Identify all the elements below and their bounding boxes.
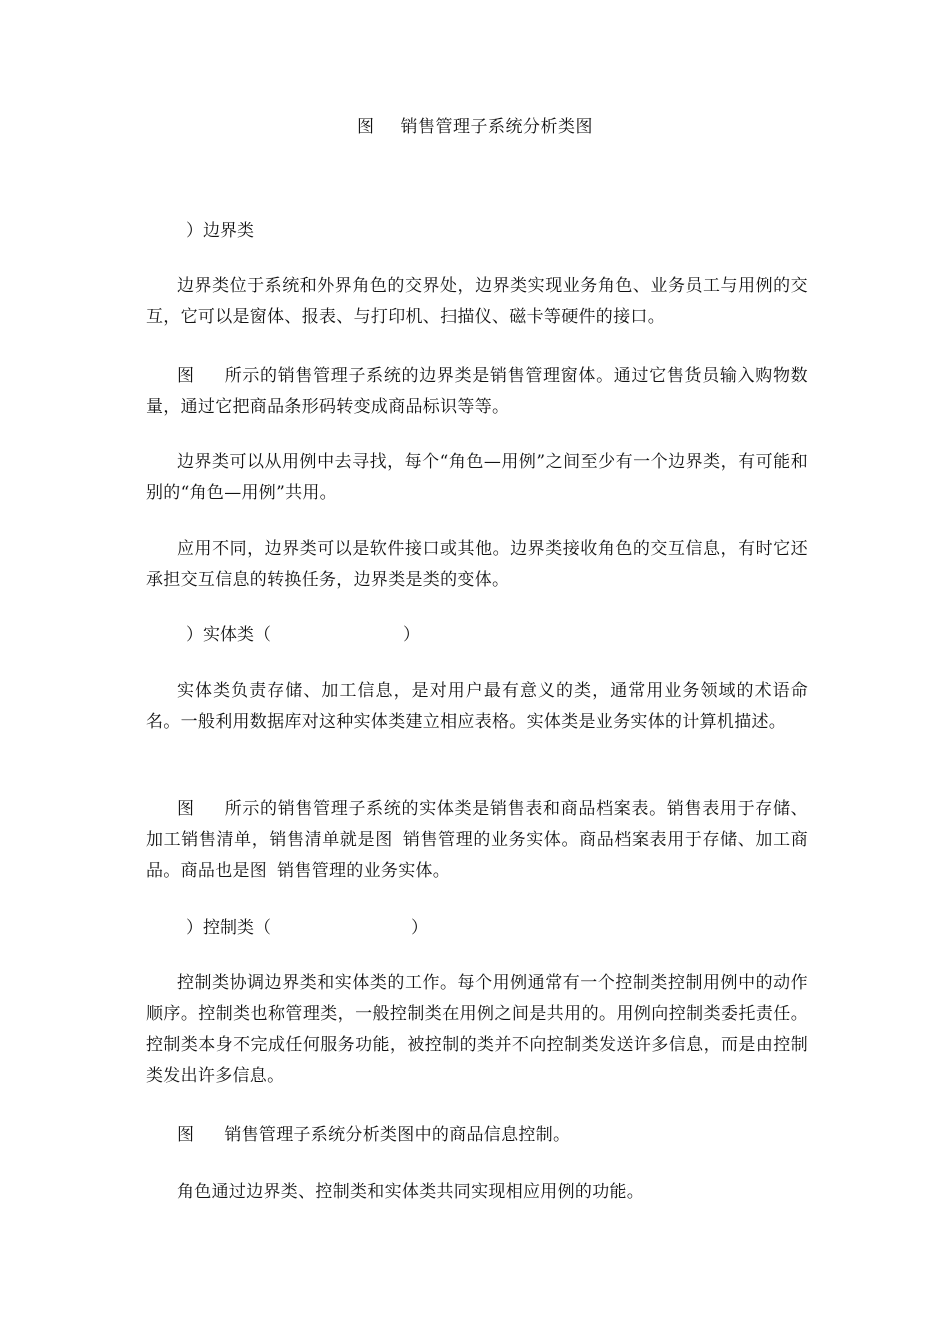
control-heading-close: ） <box>411 918 428 938</box>
entity-class-heading <box>186 622 420 648</box>
figure-ref: 图 <box>177 366 195 386</box>
control-paragraph-2-text: 销售管理子系统分析类图中的商品信息控制。 <box>224 1125 571 1145</box>
entity-heading-close: ） <box>403 625 420 645</box>
figure-ref: 图 <box>177 799 195 819</box>
control-heading-label: ）控制类（ <box>186 918 271 938</box>
figure-ref: 图 <box>177 1125 195 1145</box>
control-paragraph-1: 控制类协调边界类和实体类的工作。每个用例通常有一个控制类控制用例中的动作顺序。控制类也称管理类，一般控制类在用例之间是共用的。用例向控制类委托责任。控制类本身不完成任何服务功能，被控制的类并不向控制类发送许多信息，而是由控制类发出许多信息。 <box>146 973 808 1086</box>
control-class-heading <box>186 915 428 941</box>
boundary-paragraph-2-text: 所示的销售管理子系统的边界类是销售管理窗体。通过它售货员输入购物数量，通过它把商品条形码转变成商品标识等等。 <box>146 366 808 417</box>
caption-figure-label: 图 <box>357 117 375 137</box>
entity-paragraph-2 <box>146 794 808 887</box>
boundary-class-heading: ）边界类 <box>186 221 254 241</box>
figure-caption <box>0 114 950 140</box>
entity-paragraph-1: 实体类负责存储、加工信息，是对用户最有意义的类，通常用业务领域的术语命名。一般利用数据库对这种实体类建立相应表格。实体类是业务实体的计算机描述。 <box>146 681 808 732</box>
boundary-paragraph-1: 边界类位于系统和外界角色的交界处，边界类实现业务角色、业务员工与用例的交互，它可以是窗体、报表、与打印机、扫描仪、磁卡等硬件的接口。 <box>146 276 808 327</box>
summary-paragraph: 角色通过边界类、控制类和实体类共同实现相应用例的功能。 <box>177 1182 645 1202</box>
entity-paragraph-2-part-c: 销售管理的业务实体。 <box>277 861 451 881</box>
entity-heading-label: ）实体类（ <box>186 625 271 645</box>
caption-title: 销售管理子系统分析类图 <box>400 117 593 137</box>
boundary-paragraph-2 <box>146 361 808 423</box>
entity-paragraph-2-part-b: 销售管理的业务实体。商品档案表用于存储、加工商品。商品也是图 <box>146 830 808 881</box>
boundary-paragraph-4: 应用不同，边界类可以是软件接口或其他。边界类接收角色的交互信息，有时它还承担交互信息的转换任务，边界类是类的变体。 <box>146 539 808 590</box>
boundary-paragraph-3: 边界类可以从用例中去寻找，每个“角色—用例”之间至少有一个边界类，有可能和别的“角色—用例”共用。 <box>146 452 808 503</box>
entity-paragraph-2-part-a: 所示的销售管理子系统的实体类是销售表和商品档案表。销售表用于存储、加工销售清单，销售清单就是图 <box>146 799 808 850</box>
control-paragraph-2 <box>146 1120 808 1151</box>
